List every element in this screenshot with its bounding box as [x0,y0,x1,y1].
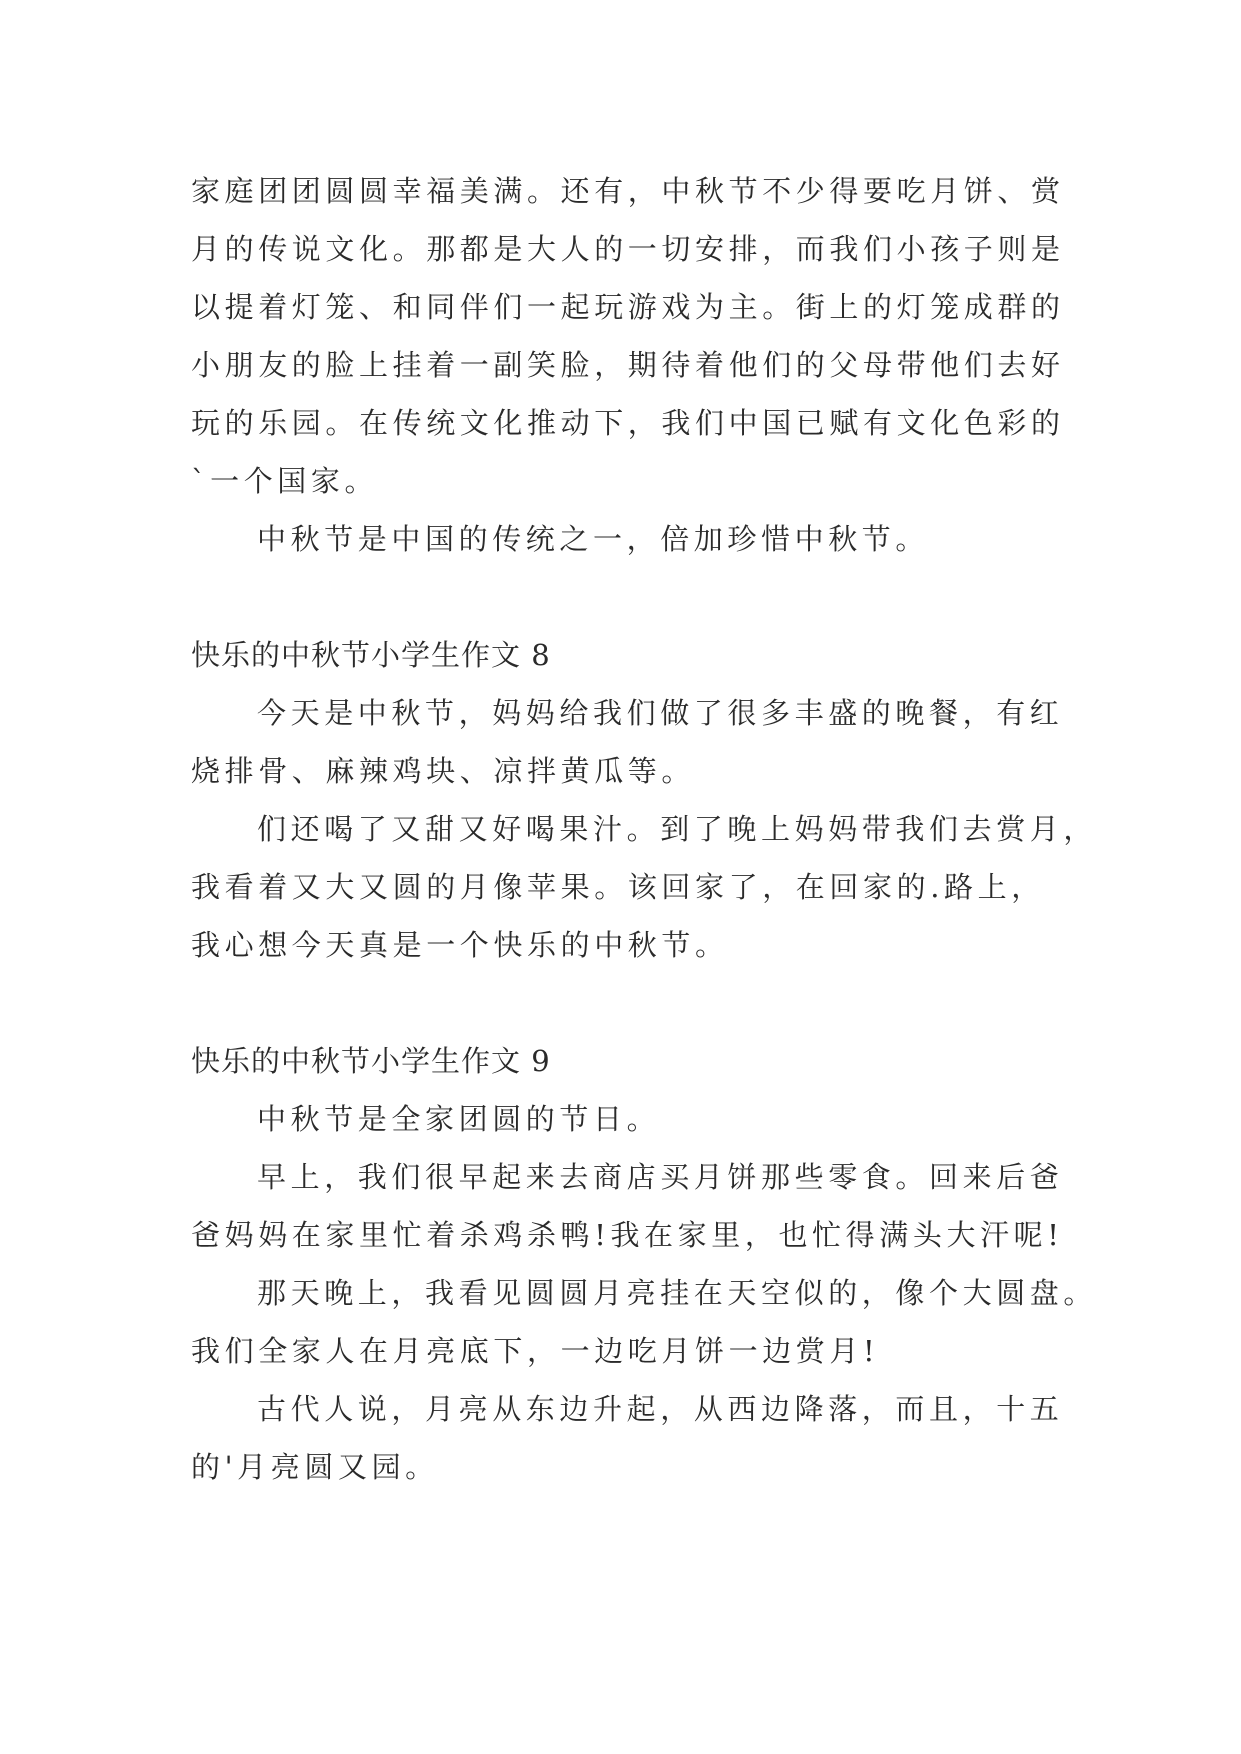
section-title-8: 快乐的中秋节小学生作文 8 [191,638,551,672]
paragraph-line: 早上，我们很早起来去商店买月饼那些零食。回来后爸 [257,1160,1064,1194]
paragraph-line: 今天是中秋节，妈妈给我们做了很多丰盛的晚餐，有红 [257,696,1064,730]
paragraph-line: 小朋友的脸上挂着一副笑脸，期待着他们的父母带他们去好 [191,348,1065,382]
section-title-9: 快乐的中秋节小学生作文 9 [191,1044,551,1078]
paragraph-line: 以提着灯笼、和同伴们一起玩游戏为主。街上的灯笼成群的 [191,290,1065,324]
section-spacer [191,568,1057,626]
paragraph-line: 爸妈妈在家里忙着杀鸡杀鸭!我在家里，也忙得满头大汗呢! [191,1218,1064,1252]
paragraph-line: 中秋节是全家团圆的节日。 [257,1102,661,1136]
paragraph-line: `一个国家。 [191,464,379,498]
paragraph-line: 们还喝了又甜又好喝果汁。到了晚上妈妈带我们去赏月， [257,812,1098,846]
paragraph-line: 月的传说文化。那都是大人的一切安排，而我们小孩子则是 [191,232,1065,266]
paragraph-line: 玩的乐园。在传统文化推动下，我们中国已赋有文化色彩的 [191,406,1065,440]
document-body [191,162,1098,1496]
paragraph-line: 的'月亮圆又园。 [191,1450,439,1484]
paragraph-line: 烧排骨、麻辣鸡块、凉拌黄瓜等。 [191,754,696,788]
paragraph-line: 我心想今天真是一个快乐的中秋节。 [191,928,729,962]
section-spacer [191,974,1057,1032]
paragraph-line: 我们全家人在月亮底下，一边吃月饼一边赏月! [191,1334,880,1368]
paragraph-line: 家庭团团圆圆幸福美满。还有，中秋节不少得要吃月饼、赏 [191,174,1065,208]
closing-paragraph: 中秋节是中国的传统之一，倍加珍惜中秋节。 [257,522,930,556]
paragraph-line: 古代人说，月亮从东边升起，从西边降落，而且，十五 [257,1392,1064,1426]
paragraph-line: 我看着又大又圆的月像苹果。该回家了，在回家的.路上， [191,870,1045,904]
paragraph-line: 那天晚上，我看见圆圆月亮挂在天空似的，像个大圆盘。 [257,1276,1098,1310]
